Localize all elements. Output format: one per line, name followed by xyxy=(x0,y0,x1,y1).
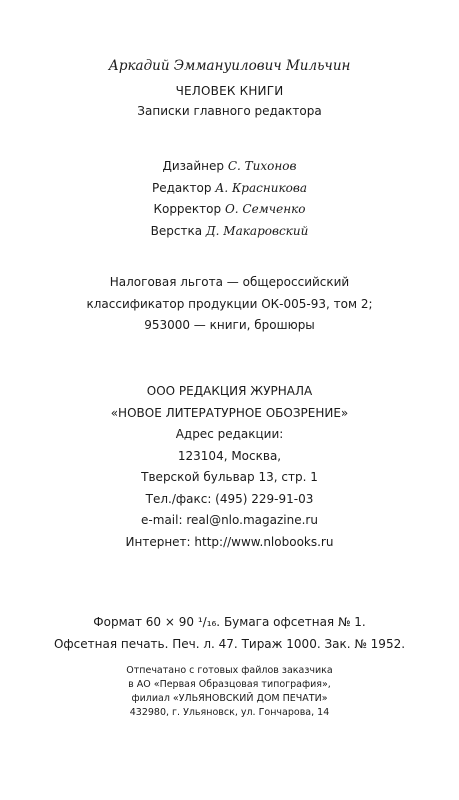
printer-line: Отпечатано с готовых файлов заказчика xyxy=(126,665,333,676)
credit-editor: Редактор А. Красникова xyxy=(151,180,308,195)
credit-designer: Дизайнер С. Тихонов xyxy=(162,159,297,173)
credit-corrector: Корректор О. Семченко xyxy=(153,202,306,216)
book-title: ЧЕЛОВЕК КНИГИ xyxy=(175,84,284,98)
credit-layout: Верстка Д. Макаровский xyxy=(150,223,309,238)
printer-line: в АО «Первая Образцовая типография», xyxy=(128,679,331,690)
publisher-block xyxy=(0,381,459,553)
format-line: Формат 60 × 90 ¹/₁₆. Бумага офсетная № 1. xyxy=(93,615,366,629)
tax-line: 953000 — книги, брошюры xyxy=(144,318,315,332)
tax-benefit-block xyxy=(0,272,459,337)
printer-block xyxy=(0,664,459,720)
publisher-name: ООО РЕДАКЦИЯ ЖУРНАЛА xyxy=(146,384,313,398)
phone-fax: Тел./факс: (495) 229-91-03 xyxy=(145,491,314,506)
address-street: Тверской бульвар 13, стр. 1 xyxy=(141,470,318,484)
format-line: Офсетная печать. Печ. л. 47. Тираж 1000. Зак. № 1952. xyxy=(53,636,406,651)
author-name: Аркадий Эммануилович Мильчин xyxy=(108,58,351,74)
printer-line: филиал «УЛЬЯНОВСКИЙ ДОМ ПЕЧАТИ» xyxy=(131,693,328,704)
credits-block xyxy=(0,156,459,242)
website: Интернет: http://www.nlobooks.ru xyxy=(125,534,334,549)
address-city: 123104, Москва, xyxy=(177,448,282,463)
book-subtitle: Записки главного редактора xyxy=(137,104,322,118)
address-label: Адрес редакции: xyxy=(175,427,284,441)
email: e-mail: real@nlo.magazine.ru xyxy=(141,513,318,527)
print-format-block xyxy=(0,612,459,655)
tax-line: Налоговая льгота — общероссийский xyxy=(109,275,350,289)
printer-line: 432980, г. Ульяновск, ул. Гончарова, 14 xyxy=(129,707,330,718)
tax-line: классификатор продукции ОК-005-93, том 2; xyxy=(86,296,373,311)
publisher-journal: «НОВОЕ ЛИТЕРАТУРНОЕ ОБОЗРЕНИЕ» xyxy=(110,405,349,420)
